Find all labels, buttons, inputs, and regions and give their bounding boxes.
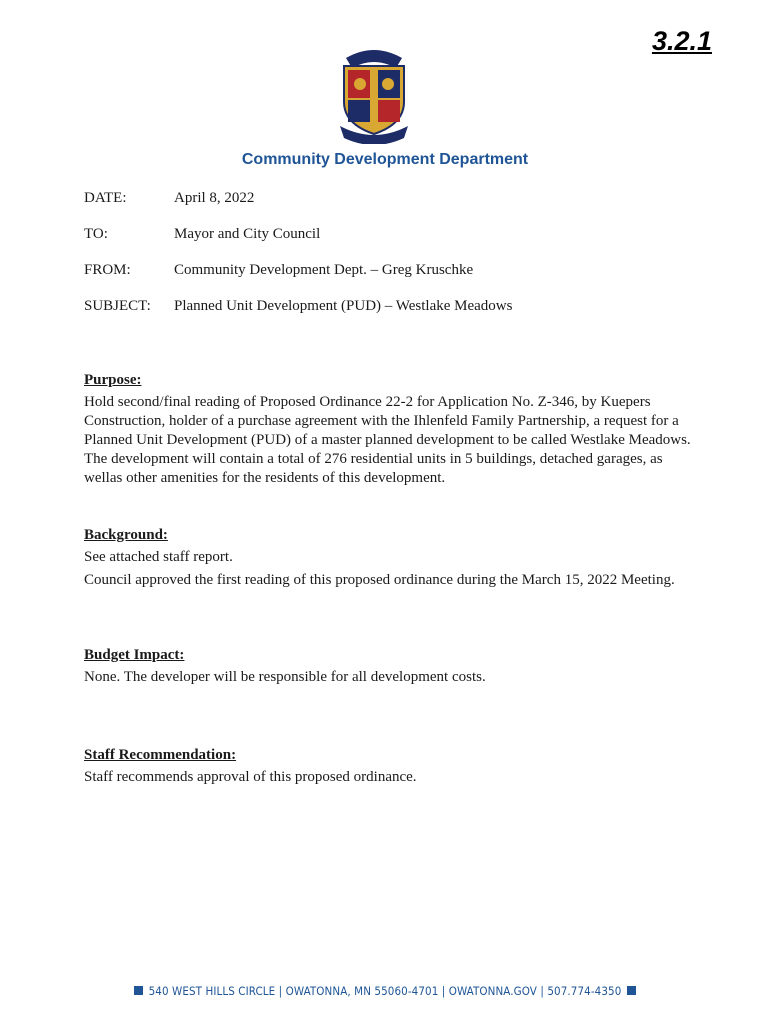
city-seal-logo [330, 44, 418, 144]
background-line-1: See attached staff report. [84, 549, 233, 565]
square-bullet-icon [627, 986, 636, 995]
recommendation-section [84, 746, 694, 791]
department-title: Community Development Department [241, 151, 529, 168]
agenda-item-number: 3.2.1 [651, 26, 712, 56]
memo-row-date [84, 190, 512, 226]
from-label: FROM: [84, 262, 131, 278]
footer [0, 984, 770, 998]
recommendation-body: Staff recommends approval of this proposed ordinance. [84, 769, 417, 785]
memo-row-from [84, 262, 512, 298]
footer-text: 540 WEST HILLS CIRCLE | OWATONNA, MN 55060-4701 | OWATONNA.GOV | 507.774-4350 [148, 984, 622, 998]
from-value: Community Development Dept. – Greg Kruschke [174, 262, 474, 278]
square-bullet-icon [134, 986, 143, 995]
purpose-body: Hold second/final reading of Proposed Ordinance 22-2 for Application No. Z-346, by Kuepers Construction, holder of a purchase agreement with the Ihlenfeld Family Partnership, a request for a Planned Unit Development (PUD) of a master planned development to be called Westlake Meadows. The development will contain a total of 276 residential units in 5 buildings, detached garages, as wellas other amenities for the residents of this development. [84, 394, 691, 486]
to-value: Mayor and City Council [174, 226, 321, 242]
background-section [84, 526, 694, 594]
to-label: TO: [84, 226, 108, 242]
budget-section [84, 646, 694, 691]
budget-body: None. The developer will be responsible for all development costs. [84, 669, 486, 685]
purpose-section [84, 371, 694, 492]
subject-value: Planned Unit Development (PUD) – Westlake Meadows [174, 298, 513, 314]
date-value: April 8, 2022 [174, 190, 255, 206]
background-line-2: Council approved the first reading of this proposed ordinance during the March 15, 2022 Meeting. [84, 572, 675, 588]
memo-header [84, 190, 512, 334]
date-label: DATE: [84, 190, 127, 206]
recommendation-heading: Staff Recommendation: [84, 747, 237, 763]
purpose-heading: Purpose: [84, 372, 142, 388]
background-heading: Background: [84, 527, 168, 543]
memo-row-to [84, 226, 512, 262]
memo-row-subject [84, 298, 512, 334]
subject-label: SUBJECT: [84, 298, 151, 314]
budget-heading: Budget Impact: [84, 647, 185, 663]
